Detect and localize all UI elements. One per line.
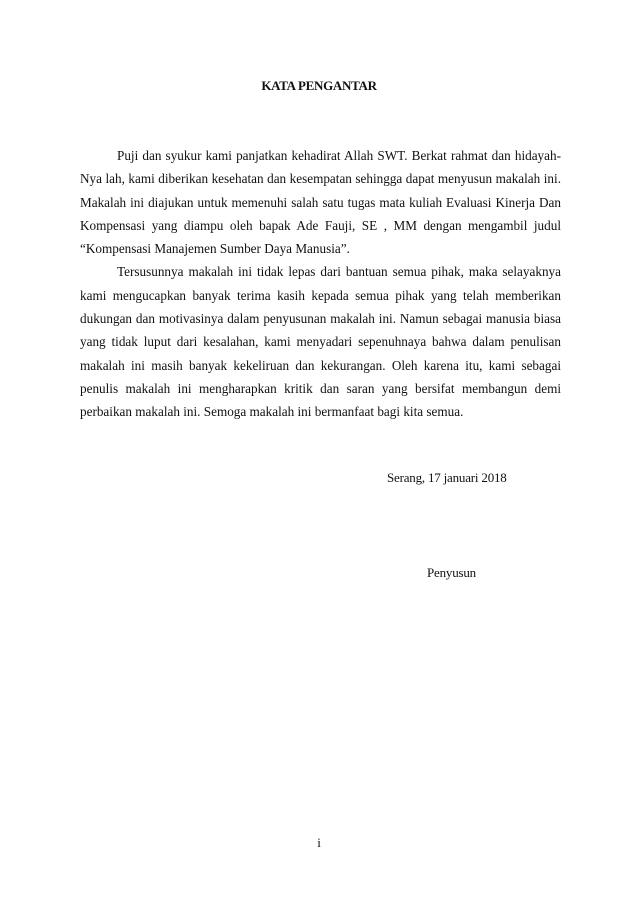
page-title: KATA PENGANTAR — [261, 78, 377, 93]
place-date: Serang, 17 januari 2018 — [387, 470, 507, 485]
paragraph-2: Tersusunnya makalah ini tidak lepas dari bantuan semua pihak, maka selayaknya kami mengucapkan banyak terima kasih kepada semua pihak yang telah memberikan dukungan dan motivasinya dalam penyusunan makalah ini. Namun sebagai manusia biasa yang tidak luput dari kesalahan, kami menyadari sepenuhnaya bahwa dalam penulisan makalah ini masih banyak kekeliruan dan kekurangan. Oleh karena itu, kami sebagai penulis makalah ini mengharapkan kritik dan saran yang bersifat membangun demi perbaikan makalah ini. Semoga makalah ini bermanfaat bagi kita semua. — [80, 264, 561, 420]
body-text — [80, 144, 561, 424]
paragraph-1: Puji dan syukur kami panjatkan kehadirat Allah SWT. Berkat rahmat dan hidayah-Nya lah, kami diberikan kesehatan dan kesempatan sehingga dapat menyusun makalah ini. Makalah ini diajukan untuk memenuhi salah satu tugas mata kuliah Evaluasi Kinerja Dan Kompensasi yang diampu oleh bapak Ade Fauji, SE , MM dengan mengambil judul “Kompensasi Manajemen Sumber Daya Manusia”. — [80, 148, 561, 257]
page-number: i — [317, 835, 321, 850]
signer: Penyusun — [427, 565, 476, 580]
